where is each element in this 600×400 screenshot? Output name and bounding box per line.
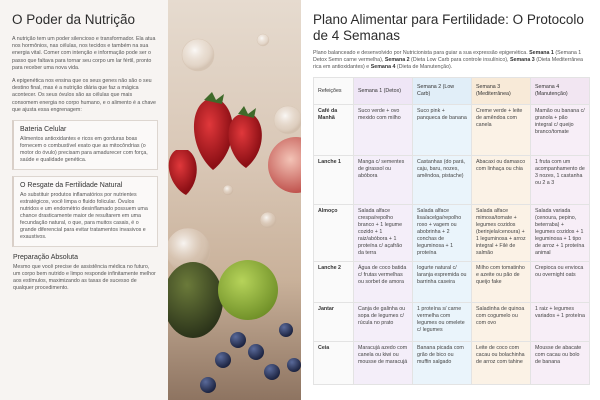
desc-week-3: Semana 3: [509, 57, 535, 63]
table-row: [314, 105, 590, 156]
table-cell: Manga c/ sementes de girassol ou abóbora: [354, 156, 413, 205]
desc-text: (Dieta Low Carb para controle insulínico),: [409, 57, 510, 63]
table-cell: Crepioca ou envioca ou overnight oats: [531, 262, 590, 303]
table-cell: 1 proteína s/ carne vermelha com legumes ou omelete c/ legumes: [413, 303, 472, 342]
table-cell: Castanhas (do pará, caju, baru, nozes, amêndoa, pistache): [413, 156, 472, 205]
table-row: [314, 303, 590, 342]
card-bateria-celular: [12, 120, 158, 170]
meal-label: Lanche 2: [314, 262, 354, 303]
section-title: Preparação Absoluta: [13, 254, 78, 262]
table-cell: 1 fruta com um acompanhamento de 3 nozes, 1 castanha ou 2 a 3: [531, 156, 590, 205]
left-title: O Poder da Nutrição: [12, 12, 136, 27]
card-title: O Resgate da Fertilidade Natural: [20, 182, 123, 190]
table-cell: 1 raiz + legumes variados + 1 proteína: [531, 303, 590, 342]
header-week-1: Semana 1 (Detox): [354, 78, 413, 105]
table-cell: Iogurte natural c/ laranja espremida ou barrinha caseira: [413, 262, 472, 303]
desc-week-1: Semana 1: [529, 50, 554, 56]
intro-paragraph-1: A nutrição tem um poder silencioso e transformador. Ela atua nos hormônios, nas células, nos tecidos e também na sua energia vital. Comer com intenção e informação pode ser o passo que faltava para tornar seu corpo um lar fértil, pronto para receber uma nova vida.: [12, 36, 156, 71]
left-panel: [0, 0, 168, 400]
meal-plan-table: [313, 77, 590, 385]
desc-text: Plano balanceado e desenvolvido por Nutricionista para guiar a sua expressão epigenética.: [313, 50, 530, 56]
right-panel: [301, 0, 600, 400]
card-title: Bateria Celular: [20, 126, 67, 134]
table-cell: Abacaxi ou damasco com linhaça ou chia: [472, 156, 531, 205]
desc-text: (Dieta Mediterrânea rica em antioxidantes) e: [313, 57, 584, 70]
meal-label: Ceia: [314, 342, 354, 385]
table-cell: Salada alface lisa/acelga/repolho roxo + vagem ou abobrinha + 2 conchas de leguminosa + 1 proteína: [413, 205, 472, 262]
table-cell: Mousse de abacate com cacau ou bolo de banana: [531, 342, 590, 385]
meal-label: Café da Manhã: [314, 105, 354, 156]
table-cell: Salada alface crespa/repolho branco + 1 legume cozido + 1 raiz/abóbora + 1 proteína c/ açafrão da terra: [354, 205, 413, 262]
plan-title: Plano Alimentar para Fertilidade: O Protocolo de 4 Semanas: [313, 12, 584, 43]
desc-text: (Dieta de Manutenção).: [395, 64, 453, 70]
table-cell: Salada alface mimosa/tomate + legumes cozidos (berinjela/cenoura) + 1 leguminosa + arroz integral + Filé de salmão: [472, 205, 531, 262]
card-body: Alimentos antioxidantes e ricos em gorduras boas fornecem o combustível exato que as mitocôndrias (o motor do óvulo) precisam para amadurecer com força, saúde e qualidade genética.: [20, 136, 148, 164]
table-row: [314, 156, 590, 205]
table-cell: Suco verde + ovo mexido com milho: [354, 105, 413, 156]
header-week-4: Semana 4 (Manutenção): [531, 78, 590, 105]
section-preparacao: [12, 254, 158, 292]
meal-label: Almoço: [314, 205, 354, 262]
table-header-row: [314, 78, 590, 105]
table-row: [314, 205, 590, 262]
desc-text: (Semana 1 Detox Semn carne vermelha),: [313, 50, 582, 63]
table-cell: Mamão ou banana c/ granola + pão integral c/ queijo branco/tomate: [531, 105, 590, 156]
section-body: Mesmo que você precise de assistência médica no futuro, um corpo bem nutrido e limpo responde infinitamente melhor aos estímulos, maximizando as taxas de sucesso de qualquer procedimento.: [13, 264, 156, 292]
table-row: [314, 262, 590, 303]
header-week-2: Semana 2 (Low Carb): [413, 78, 472, 105]
fruit-illustration: [168, 0, 301, 400]
fruit-photo: [168, 0, 301, 400]
table-cell: Água de coco batida c/ frutas vermelhas ou sorbet de amora: [354, 262, 413, 303]
intro-paragraph-2: A epigenética nos ensina que os seus genes não são o seu destino final, mas é a nutrição diária que faz a mágica acontecer. Os seus óvulos são as células que mais consomem energia no corpo humano, e o alimento é a chave que ajusta essa engrenagem:: [12, 78, 156, 113]
table-cell: Saladinha de quinoa com cogumelo ou com ovo: [472, 303, 531, 342]
card-body: Ao substituir produtos inflamatórios por nutrientes estratégicos, você limpa o fluido folicular. Óvulos nutridos e um endométrio desinflamado possuem uma chance drasticamente maior de resultarem em uma fecundação natural, o que, para muitos casais, é o grande diferencial para evitar tratamentos invasivos e exaustivos.: [20, 192, 148, 241]
table-cell: Salada variada (cenoura, pepino, beterraba) + legumes cozidos + 1 leguminosa + 1 tipo de arroz + 1 proteína animal: [531, 205, 590, 262]
meal-label: Lanche 1: [314, 156, 354, 205]
plan-description: [313, 50, 590, 71]
table-cell: Canja de galinha ou sopa de legumes c/ rúcula no prato: [354, 303, 413, 342]
header-week-3: Semana 3 (Mediterrânea): [472, 78, 531, 105]
table-cell: Leite de coco com cacau ou bolachinha de arroz com tahine: [472, 342, 531, 385]
header-refeicoes: Refeições: [314, 78, 354, 105]
table-cell: Creme verde + leite de amêndoa com canela: [472, 105, 531, 156]
table-cell: Milho com tomatinho e azeite ou pão de queijo fake: [472, 262, 531, 303]
desc-week-2: Semana 2: [384, 57, 410, 63]
table-cell: Suco pink + panqueca de banana: [413, 105, 472, 156]
desc-week-4: Semana 4: [370, 64, 396, 70]
meal-label: Jantar: [314, 303, 354, 342]
table-cell: Maracujá azedo com canela ou kiwi ou mousse de maracujá: [354, 342, 413, 385]
table-row: [314, 342, 590, 385]
table-cell: Banana picada com grão de bico ou muffin salgado: [413, 342, 472, 385]
card-resgate-fertilidade: [12, 176, 158, 247]
